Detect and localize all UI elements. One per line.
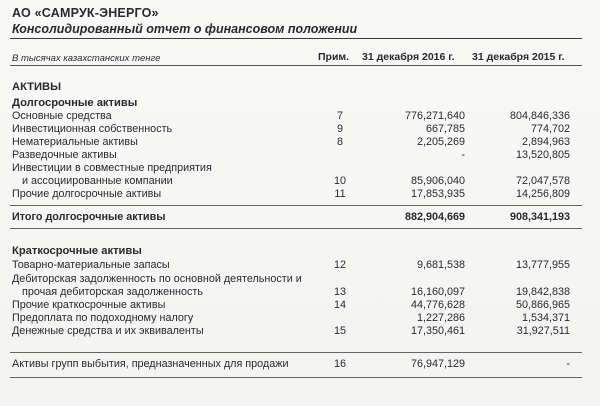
row-value-2016: 1,227,286	[416, 312, 465, 324]
title-divider	[10, 38, 582, 39]
table-row	[0, 272, 600, 286]
row-value-2016: 44,776,628	[410, 299, 465, 311]
assets-heading: АКТИВЫ	[12, 81, 62, 93]
row-value-2016: 776,271,640	[404, 110, 465, 122]
row-label: и ассоциированные компании	[22, 175, 173, 187]
table-row	[0, 109, 600, 123]
row-value-2015: 50,866,965	[515, 299, 570, 311]
non-current-heading: Долгосрочные активы	[12, 97, 138, 109]
row-value-2016: 2,205,269	[416, 136, 465, 148]
row-label: Разведочные активы	[12, 149, 117, 161]
current-heading-row	[0, 244, 600, 258]
table-row	[0, 258, 600, 272]
row-label: Товарно-материальные запасы	[12, 259, 170, 271]
row-note: 13	[333, 286, 346, 298]
row-value-2016: 667,785	[425, 123, 465, 135]
row-note: 7	[336, 110, 343, 122]
units-caption: В тысячах казахстанских тенге	[12, 53, 161, 64]
row-label: Нематериальные активы	[12, 136, 138, 148]
row-value-2016: 16,160,097	[410, 286, 465, 298]
table-row	[0, 311, 600, 325]
table-row	[0, 174, 600, 188]
row-note: 11	[334, 188, 346, 200]
assets-heading-row	[0, 80, 600, 94]
row-label: Предоплата по подоходному налогу	[12, 312, 194, 324]
note-column-header: Прим.	[318, 51, 350, 63]
row-note: 9	[336, 123, 343, 135]
table-row	[0, 285, 600, 299]
table-row	[0, 148, 600, 162]
non-current-heading-row	[0, 96, 600, 110]
current-heading: Краткосрочные активы	[12, 245, 142, 257]
total-value-2016: 882,904,669	[404, 211, 465, 223]
header-divider	[10, 65, 582, 66]
row-value-2016: 9,681,538	[416, 259, 465, 271]
row-value-2015: 2,894,963	[521, 136, 570, 148]
row-label: Прочие долгосрочные активы	[12, 188, 162, 200]
row-label: Инвестиции в совместные предприятия	[12, 162, 212, 174]
row-value-2016: 85,906,040	[410, 175, 465, 187]
table-row	[0, 324, 600, 338]
row-value-2016: 17,350,461	[410, 325, 465, 337]
row-note: 10	[333, 175, 346, 187]
row-note: 8	[336, 136, 343, 148]
row-label: Инвестиционная собственность	[12, 123, 173, 135]
period-2015-column-header: 31 декабря 2015 г.	[472, 51, 565, 63]
row-label: прочая дебиторская задолженность	[22, 286, 203, 298]
company-name: АО «САМРУК-ЭНЕРГО»	[12, 6, 159, 20]
row-label: Дебиторская задолженность по основной деятельности и	[12, 273, 302, 285]
table-row	[0, 135, 600, 149]
row-value-2016: 17,853,935	[410, 188, 465, 200]
row-value-2015: 72,047,578	[515, 175, 570, 187]
row-value-2015: 14,256,809	[515, 188, 570, 200]
row-note: 14	[333, 299, 346, 311]
row-value-2015: 13,777,955	[515, 259, 570, 271]
table-row	[0, 122, 600, 136]
total-non-current-row	[0, 210, 600, 224]
row-value-2015: 774,702	[530, 123, 570, 135]
period-2016-column-header: 31 декабря 2016 г.	[362, 51, 455, 63]
row-label: Денежные средства и их эквиваленты	[12, 325, 204, 337]
row-value-2016: 76,947,129	[410, 358, 465, 370]
row-label: Основные средства	[12, 110, 112, 122]
statement-title: Консолидированный отчет о финансовом положении	[12, 22, 358, 36]
row-value-2016: -	[461, 149, 465, 161]
total-value-2015: 908,341,193	[509, 211, 570, 223]
row-label: Активы групп выбытия, предназначенных для продажи	[12, 358, 289, 370]
table-row	[0, 187, 600, 201]
row-label: Прочие краткосрочные активы	[12, 299, 166, 311]
table-row	[0, 161, 600, 175]
row-note: 16	[333, 358, 346, 370]
row-value-2015: 1,534,371	[521, 312, 570, 324]
row-note: 12	[333, 259, 346, 271]
row-value-2015: 19,842,838	[515, 286, 570, 298]
table-row	[0, 298, 600, 312]
row-value-2015: 13,520,805	[515, 149, 570, 161]
row-note: 15	[333, 325, 346, 337]
row-value-2015: 31,927,511	[516, 325, 570, 337]
disposal-row	[0, 357, 600, 371]
row-value-2015: 804,846,336	[509, 110, 570, 122]
row-value-2015: -	[566, 358, 570, 370]
total-label: Итого долгосрочные активы	[12, 211, 166, 223]
